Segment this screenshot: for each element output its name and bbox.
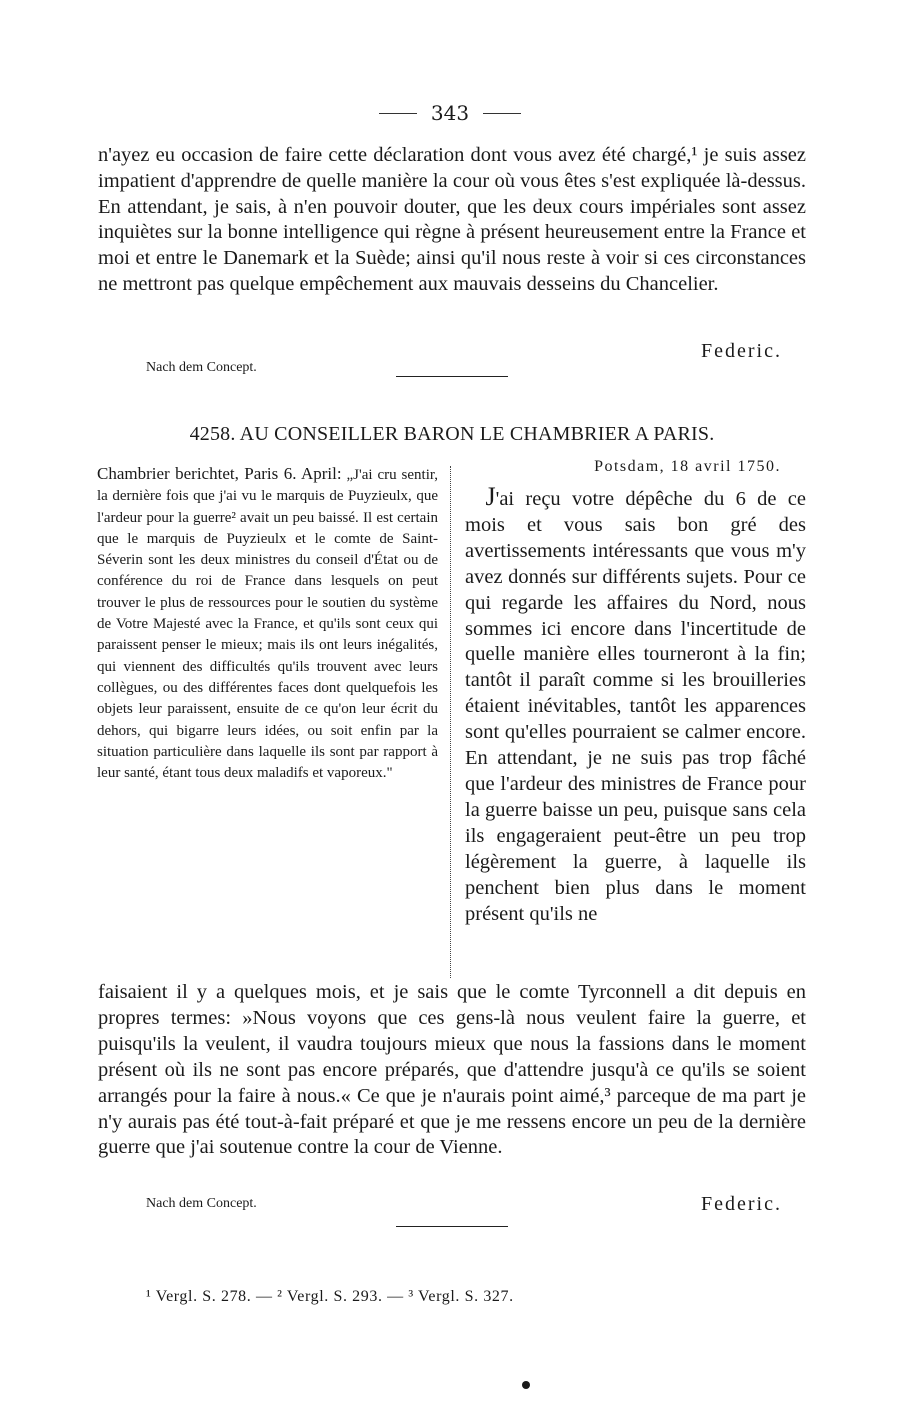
report-column [97,463,438,784]
header-dash-left [379,113,417,114]
page-header [0,96,900,130]
concept-note-second: Nach dem Concept. [146,1196,257,1211]
column-divider [450,466,451,978]
letter-title: 4258. AU CONSEILLER BARON LE CHAMBRIER A PARIS. [189,423,715,445]
dateline: Potsdam, 18 avril 1750. [594,458,781,475]
reply-dropcap: J [485,482,496,511]
page-mark [522,1381,530,1389]
report-lead: Chambrier berichtet, Paris 6. April: [97,464,342,483]
report-text: „J'ai cru sentir, la dernière fois que j'ai vu le marquis de Puyzieulx, que l'ardeur pour la guerre² avait un peu baissé. Il est certain que le marquis de Puyzieulx et le comte de Saint-Séverin sont les deux ministres du conseil d'État ou de conférence du roi de France dans lesquels on peut trouver le plus de ressources pour le soutien du système de Votre Majesté avec la France, et qu'ils sont ceux qui paraissent penser le mieux; mais ils ont leurs inégalités, qui viennent des difficultés qu'ils trouvent avec leurs collègues, ou des différentes faces dont quelquefois les objets leur paraissent, ensuite de ce qu'on leur écrit du dehors, qui bigarre leurs idées, ou soit enfin par la situation particulière dans laquelle ils sont par rapport à leur santé, étant tous deux maladifs et vaporeux." [97,467,439,782]
reply-column [465,484,806,927]
signature-second: Federic. [701,1193,782,1215]
footnotes: ¹ Vergl. S. 278. — ² Vergl. S. 293. — ³ Vergl. S. 327. [146,1288,514,1305]
signature-first: Federic. [701,340,782,362]
section-rule-first [396,376,508,377]
section-rule-second [396,1226,508,1227]
header-dash-right [483,113,521,114]
concept-note-first: Nach dem Concept. [146,360,257,375]
reply-text: 'ai reçu votre dépêche du 6 de ce mois et vous sais bon gré des avertissements intéressants que vous m'y avez donnés sur différents sujets. Pour ce qui regarde les affaires du Nord, nous sommes ici encore dans l'incertitude de quelle manière elles tourneront à la fin; tantôt il paraît comme si les brouilleries étaient inévitables, tantôt les apparences sont qu'elles pourraient se calmer encore. En attendant, je ne suis pas trop fâché que l'ardeur des ministres de France pour la guerre baisse un peu, puisque sans cela ils engageraient peut-être un peu trop légèrement la guerre, à laquelle ils penchent bien plus dans le moment présent qu'ils ne [465,488,806,925]
previous-letter-ending: n'ayez eu occasion de faire cette déclaration dont vous avez été chargé,¹ je suis assez impatient d'apprendre de quelle manière la cour où vous êtes s'est expliquée là-dessus. En attendant, je sais, à n'en pouvoir douter, que les deux cours impériales sont assez inquiètes sur la bonne intelligence qui règne à présent heureusement entre la France et moi et entre le Danemark et la Suède; ainsi qu'il nous reste à voir si ces circonstances ne mettront pas quelque empêchement aux mauvais desseins du Chancelier. [98,144,806,295]
letter-continuation: faisaient il y a quelques mois, et je sais que le comte Tyrconnell a dit depuis en propres termes: »Nous voyons que ces gens-là nous veulent faire la guerre, et puisqu'ils la veulent, il vaudra toujours mieux que nous la fassions dans le moment présent où ils ne sont pas encore préparés, que d'attendre jusqu'à ce qu'ils se soient arrangés pour la faire à nous.« Ce que je n'aurais point aimé,³ parceque de ma part je n'y aurais pas été tout-à-fait préparé et que je me ressens encore un peu de la dernière guerre que j'ai soutenue contre la cour de Vienne. [98,981,806,1159]
page-number: 343 [430,101,470,125]
